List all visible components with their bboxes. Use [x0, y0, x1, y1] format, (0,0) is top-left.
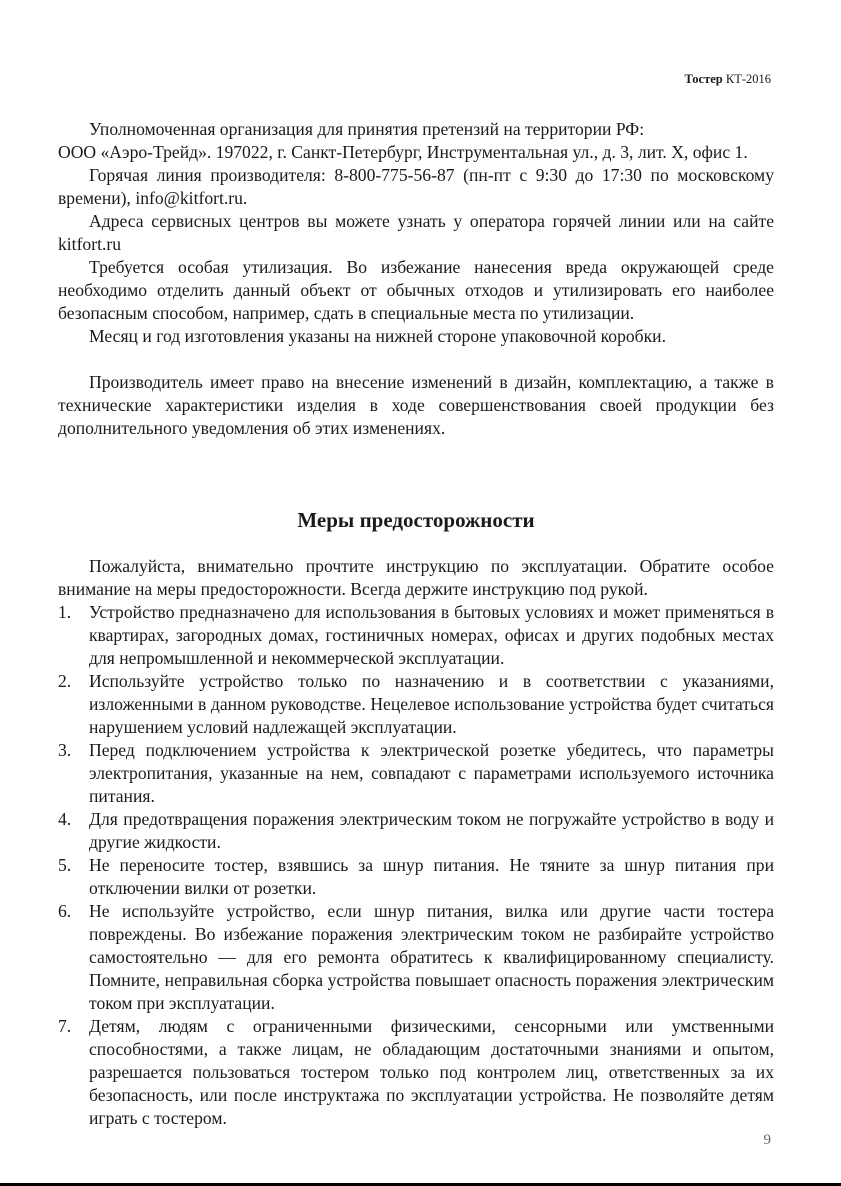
- list-item: [58, 601, 774, 670]
- list-item: [58, 900, 774, 1015]
- list-item-number: 6.: [58, 901, 72, 921]
- list-item-number: 1.: [58, 602, 72, 622]
- section-title: Меры предосторожности: [297, 508, 535, 532]
- list-item: [58, 808, 774, 854]
- list-item-number: 3.: [58, 740, 72, 760]
- notice-paragraph: Производитель имеет право на внесение изменений в дизайн, комплектацию, а также в технические характеристики изделия в ходе совершенствования своей продукции без дополнительного уведомления об этих изменениях.: [58, 372, 774, 438]
- list-item-text: Не используйте устройство, если шнур питания, вилка или другие части тостера повреждены. Во избежание поражения электрическим током не разбирайте устройство самостоятельно — для его ремонта обратитесь к квалифицированному специалисту. Помните, неправильная сборка устройства повышает опасность поражения электрическим током при эксплуатации.: [89, 901, 774, 1013]
- intro-paragraph: ООО «Аэро-Трейд». 197022, г. Санкт-Петербург, Инструментальная ул., д. 3, лит. Х, офис 1.: [58, 142, 748, 162]
- list-item-text: Детям, людям с ограниченными физическими, сенсорными или умственными способностями, а также лицам, не обладающим достаточными знаниями и опытом, разрешается пользоваться тостером только под контролем лиц, ответственных за их безопасность, или после инструктажа по эксплуатации устройства. Не позволяйте детям играть с тостером.: [89, 1016, 774, 1128]
- list-item: [58, 670, 774, 739]
- list-item-number: 5.: [58, 855, 72, 875]
- precautions-list: [58, 601, 774, 1130]
- list-item-text: Не переносите тостер, взявшись за шнур питания. Не тяните за шнур питания при отключении вилки от розетки.: [89, 855, 774, 898]
- list-item: [58, 854, 774, 900]
- intro-block: [58, 118, 774, 348]
- list-item-number: 2.: [58, 671, 72, 691]
- intro-paragraph: Уполномоченная организация для принятия претензий на территории РФ:: [89, 119, 645, 139]
- list-item: [58, 739, 774, 808]
- header-model-code: КТ-2016: [725, 72, 771, 86]
- list-item-number: 7.: [58, 1016, 72, 1036]
- intro-paragraph: Требуется особая утилизация. Во избежание нанесения вреда окружающей среде необходимо отделить данный объект от обычных отходов и утилизировать его наиболее безопасным способом, например, сдать в специальные места по утилизации.: [58, 257, 774, 323]
- intro-paragraph: Горячая линия производителя: 8-800-775-56-87 (пн-пт с 9:30 до 17:30 по московскому времени), info@kitfort.ru.: [58, 165, 774, 208]
- list-item-text: Перед подключением устройства к электрической розетке убедитесь, что параметры электропитания, указанные на нем, совпадают с параметрами используемого источника питания.: [89, 740, 774, 806]
- list-item-text: Для предотвращения поражения электрическим током не погружайте устройство в воду и другие жидкости.: [89, 809, 774, 852]
- intro-paragraph: Месяц и год изготовления указаны на нижней стороне упаковочной коробки.: [89, 326, 666, 346]
- list-item-number: 4.: [58, 809, 72, 829]
- list-item: [58, 1015, 774, 1130]
- paragraph-gap: [58, 348, 774, 371]
- page-number: 9: [763, 1132, 771, 1148]
- section-intro: Пожалуйста, внимательно прочтите инструкцию по эксплуатации. Обратите особое внимание на меры предосторожности. Всегда держите инструкцию под рукой.: [58, 556, 774, 599]
- list-item-text: Устройство предназначено для использования в бытовых условиях и может применяться в квартирах, загородных домах, гостиничных номерах, офисах и других подобных местах для непромышленной и некоммерческой эксплуатации.: [89, 602, 774, 668]
- running-header: [685, 72, 771, 87]
- intro-paragraph: Адреса сервисных центров вы можете узнать у оператора горячей линии или на сайте kitfort.ru: [58, 211, 774, 254]
- page-content: [58, 118, 774, 1130]
- list-item-text: Используйте устройство только по назначению и в соответствии с указаниями, изложенными в данном руководстве. Нецелевое использование устройства будет считаться нарушением условий надлежащей эксплуатации.: [89, 671, 774, 737]
- header-product-name: Тостер: [684, 72, 723, 86]
